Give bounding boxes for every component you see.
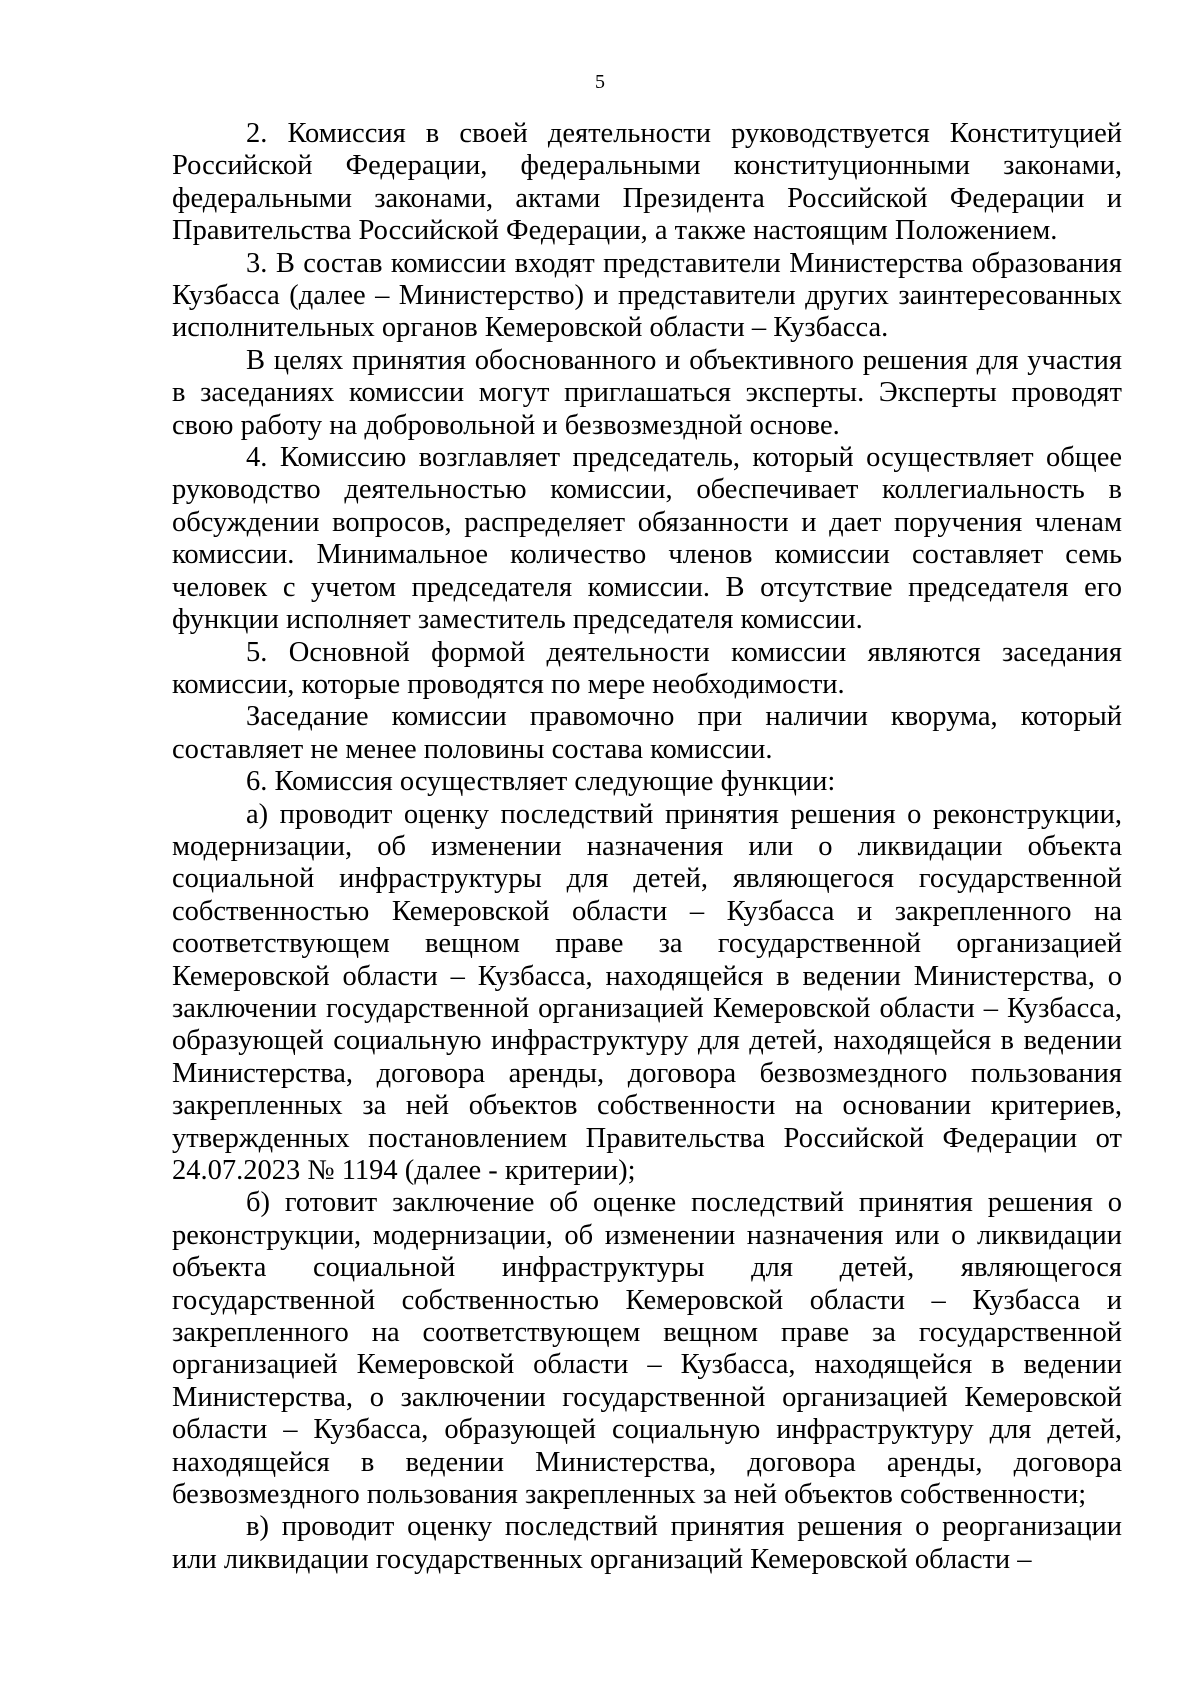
- paragraph-clause-3: 3. В состав комиссии входят представители Министерства образования Кузбасса (далее – Министерство) и представители других заинтересованных исполнительных органов Кемеровской области – Кузбасса.: [172, 247, 1122, 344]
- paragraph-clause-2: 2. Комиссия в своей деятельности руководствуется Конституцией Российской Федерации, федеральными конституционными законами, федеральными законами, актами Президента Российской Федерации и Правительства Российской Федерации, а также настоящим Положением.: [172, 118, 1122, 247]
- paragraph-clause-4: 4. Комиссию возглавляет председатель, который осуществляет общее руководство деятельностью комиссии, обеспечивает коллегиальность в обсуждении вопросов, распределяет обязанности и дает поручения членам комиссии. Минимальное количество членов комиссии составляет семь человек с учетом председателя комиссии. В отсутствие председателя его функции исполняет заместитель председателя комиссии.: [172, 442, 1122, 636]
- paragraph-clause-6: 6. Комиссия осуществляет следующие функции:: [246, 766, 836, 798]
- page-number: 5: [595, 71, 605, 93]
- paragraph-item-b: б) готовит заключение об оценке последствий принятия решения о реконструкции, модернизации, об изменении назначения или о ликвидации объекта социальной инфраструктуры для детей, являющегося государственной собственностью Кемеровской области – Кузбасса и закрепленного на соответствующем вещном праве за государственной организацией Кемеровской области – Кузбасса, находящейся в ведении Министерства, о заключении государственной организацией Кемеровской области – Кузбасса, образующей социальную инфраструктуру для детей, находящейся в ведении Министерства, договора аренды, договора безвозмездного пользования закрепленных за ней объектов собственности;: [172, 1187, 1122, 1511]
- paragraph-item-v: в) проводит оценку последствий принятия решения о реорганизации или ликвидации государственных организаций Кемеровской области –: [172, 1511, 1122, 1575]
- paragraph-quorum: Заседание комиссии правомочно при наличии кворума, который составляет не менее половины состава комиссии.: [172, 701, 1122, 765]
- paragraph-item-a: а) проводит оценку последствий принятия решения о реконструкции, модернизации, об изменении назначения или о ликвидации объекта социальной инфраструктуры для детей, являющегося государственной собственностью Кемеровской области – Кузбасса и закрепленного на соответствующем вещном праве за государственной организацией Кемеровской области – Кузбасса, находящейся в ведении Министерства, о заключении государственной организацией Кемеровской области – Кузбасса, образующей социальную инфраструктуру для детей, находящейся в ведении Министерства, договора аренды, договора безвозмездного пользования закрепленных за ней объектов собственности на основании критериев, утвержденных постановлением Правительства Российской Федерации от 24.07.2023 № 1194 (далее - критерии);: [172, 798, 1122, 1186]
- document-body: [172, 118, 1122, 1576]
- paragraph-clause-5: 5. Основной формой деятельности комиссии являются заседания комиссии, которые проводятся по мере необходимости.: [172, 636, 1122, 700]
- paragraph-experts: В целях принятия обоснованного и объективного решения для участия в заседаниях комиссии могут приглашаться эксперты. Эксперты проводят свою работу на добровольной и безвозмездной основе.: [172, 344, 1122, 441]
